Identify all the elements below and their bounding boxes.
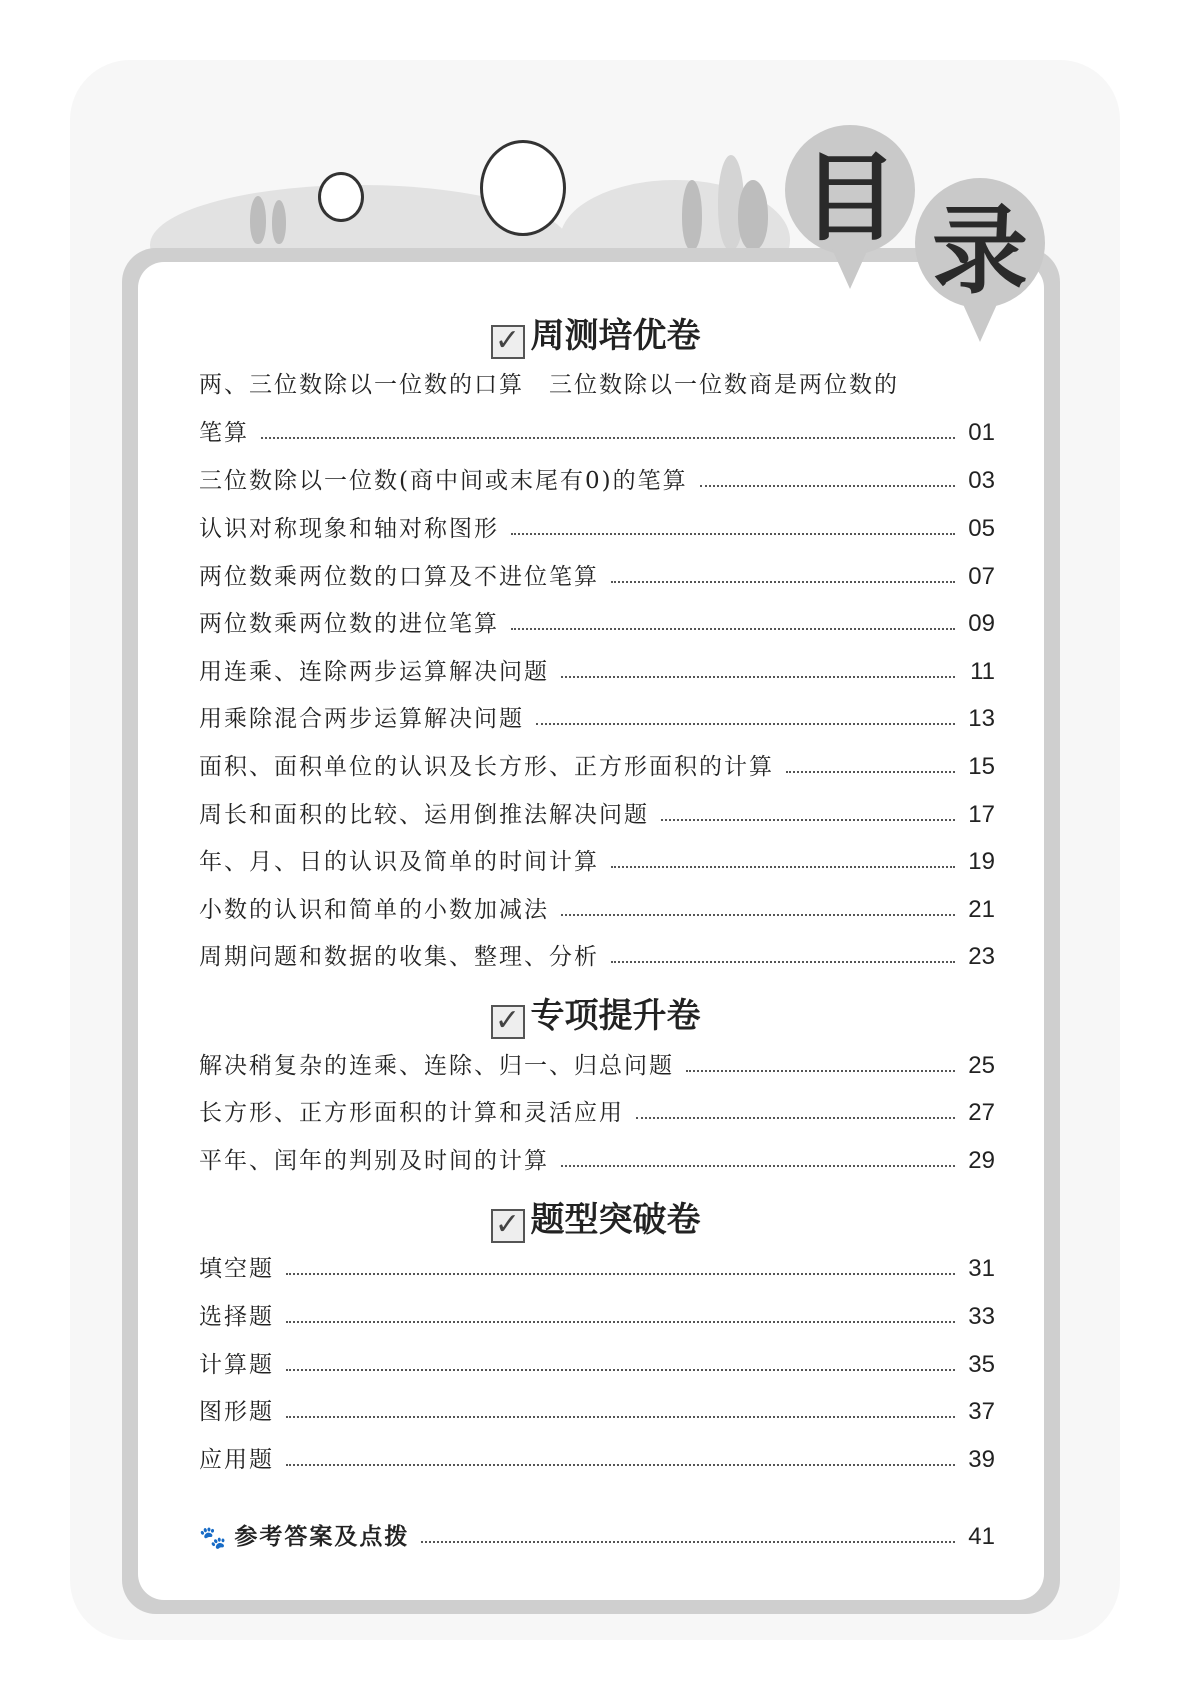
leader-dots: [636, 1117, 955, 1119]
toc-item-title: 用连乘、连除两步运算解决问题: [199, 659, 549, 685]
toc-item-page: 21: [968, 896, 995, 923]
leader-dots: [786, 771, 955, 773]
toc-item-title: 填空题: [199, 1256, 274, 1282]
section-heading-text: 周测培优卷: [530, 316, 701, 356]
leader-dots: [611, 866, 955, 868]
leader-dots: [511, 533, 955, 535]
leader-dots: [561, 1165, 955, 1167]
toc-item-title: 两、三位数除以一位数的口算 三位数除以一位数商是两位数的: [199, 372, 899, 398]
toc-item[interactable]: [199, 747, 995, 781]
title-bubble-lu: 录: [915, 178, 1045, 308]
title-bubble-mu: 目: [785, 125, 915, 255]
toc-item[interactable]: [199, 1345, 995, 1379]
leader-dots: [286, 1321, 955, 1323]
toc-item[interactable]: [199, 937, 995, 971]
leader-dots: [286, 1273, 955, 1275]
toc-item-page: 27: [968, 1099, 995, 1126]
toc-item-page: 09: [968, 610, 995, 637]
toc-item-page: 33: [968, 1303, 995, 1330]
toc-item[interactable]: [199, 1093, 995, 1127]
toc-item[interactable]: [199, 1392, 995, 1426]
leader-dots: [611, 961, 955, 963]
toc-item-page: 01: [968, 419, 995, 446]
toc-item-title: 认识对称现象和轴对称图形: [199, 516, 499, 542]
toc-item-title: 长方形、正方形面积的计算和灵活应用: [199, 1100, 624, 1126]
section-heading-text: 题型突破卷: [530, 1200, 701, 1240]
toc-item-title: 笔算: [199, 420, 249, 446]
checkbox-icon: ✓: [491, 1209, 525, 1243]
toc-item-page: 13: [968, 705, 995, 732]
toc-item-title: 两位数乘两位数的进位笔算: [199, 611, 499, 637]
section-heading-text: 专项提升卷: [530, 996, 701, 1036]
leader-dots: [286, 1416, 955, 1418]
toc-item-page: 23: [968, 943, 995, 970]
leader-dots: [511, 628, 955, 630]
toc-item-title: 计算题: [199, 1352, 274, 1378]
toc-item[interactable]: [199, 1249, 995, 1283]
leader-dots: [686, 1070, 955, 1072]
toc-item-title: 周期问题和数据的收集、整理、分析: [199, 944, 599, 970]
tree-icon: [738, 180, 768, 250]
checkbox-icon: ✓: [491, 325, 525, 359]
toc-item-page: 41: [968, 1523, 995, 1550]
leader-dots: [286, 1369, 955, 1371]
leader-dots: [421, 1541, 955, 1543]
toc-item[interactable]: [199, 413, 995, 447]
toc-item[interactable]: [199, 1046, 995, 1080]
tree-icon: [272, 200, 286, 244]
toc-item[interactable]: [199, 842, 995, 876]
toc-item-title: 面积、面积单位的认识及长方形、正方形面积的计算: [199, 754, 774, 780]
toc-item[interactable]: [199, 652, 995, 686]
toc-item-title: 周长和面积的比较、运用倒推法解决问题: [199, 802, 649, 828]
toc-item-page: 29: [968, 1147, 995, 1174]
toc-item[interactable]: [199, 365, 995, 399]
leader-dots: [536, 723, 955, 725]
tree-icon: [682, 180, 702, 250]
toc-item-page: 37: [968, 1398, 995, 1425]
leader-dots: [611, 581, 955, 583]
panda-mascot-illustration: [480, 140, 566, 236]
section-heading: [0, 988, 1191, 1039]
leader-dots: [561, 676, 955, 678]
toc-item-title: 小数的认识和简单的小数加减法: [199, 897, 549, 923]
toc-item[interactable]: [199, 699, 995, 733]
toc-item-title: 图形题: [199, 1399, 274, 1425]
section-heading: [0, 1192, 1191, 1243]
toc-item[interactable]: [199, 509, 995, 543]
toc-item-title: 平年、闰年的判别及时间的计算: [199, 1148, 549, 1174]
toc-item-page: 05: [968, 515, 995, 542]
toc-item-title: 应用题: [199, 1447, 274, 1473]
toc-item-page: 03: [968, 467, 995, 494]
section-heading: [0, 308, 1191, 359]
rabbit-illustration: [318, 172, 364, 222]
toc-item[interactable]: [199, 1297, 995, 1331]
toc-item-page: 25: [968, 1052, 995, 1079]
leader-dots: [661, 819, 955, 821]
leader-dots: [561, 914, 955, 916]
toc-item[interactable]: [199, 604, 995, 638]
toc-item-page: 07: [968, 563, 995, 590]
leader-dots: [700, 485, 955, 487]
toc-item-title: 参考答案及点拨: [234, 1524, 410, 1550]
toc-item-title: 解决稍复杂的连乘、连除、归一、归总问题: [199, 1053, 674, 1079]
toc-item-page: 15: [968, 753, 995, 780]
toc-item-page: 39: [968, 1446, 995, 1473]
toc-item-page: 17: [968, 801, 995, 828]
paw-icon: 🐾: [199, 1526, 227, 1551]
toc-item-page: 35: [968, 1351, 995, 1378]
toc-item[interactable]: [199, 1440, 995, 1474]
toc-item[interactable]: [199, 890, 995, 924]
toc-item[interactable]: [199, 557, 995, 591]
toc-item-page: 19: [968, 848, 995, 875]
toc-item-page: 31: [968, 1255, 995, 1282]
checkbox-icon: ✓: [491, 1005, 525, 1039]
toc-item-title: 选择题: [199, 1304, 274, 1330]
leader-dots: [286, 1464, 955, 1466]
leader-dots: [261, 437, 955, 439]
toc-item[interactable]: [199, 1141, 995, 1175]
toc-item-title: 年、月、日的认识及简单的时间计算: [199, 849, 599, 875]
toc-item-answers[interactable]: [199, 1517, 995, 1551]
toc-item[interactable]: [199, 795, 995, 829]
toc-item-title: 用乘除混合两步运算解决问题: [199, 706, 524, 732]
toc-item-title: 两位数乘两位数的口算及不进位笔算: [199, 564, 599, 590]
toc-item[interactable]: [199, 461, 995, 495]
tree-icon: [250, 196, 266, 244]
toc-item-page: 11: [970, 658, 995, 685]
toc-item-title: 三位数除以一位数(商中间或末尾有0)的笔算: [199, 468, 688, 494]
